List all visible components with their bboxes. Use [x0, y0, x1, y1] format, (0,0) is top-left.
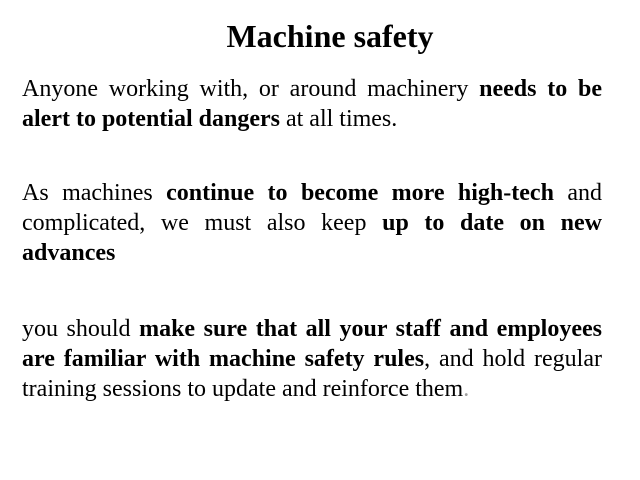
paragraph-training [22, 314, 602, 404]
text-segment: , and hold regular training sessions to update and reinforce them [22, 346, 602, 402]
text-segment: and complicated, we must also keep [22, 180, 602, 236]
text-segment: As machines [22, 180, 167, 206]
emphasis-segment: make sure that all your staff and employees are familiar with machine safety rules [22, 316, 602, 372]
trailing-period: . [463, 376, 470, 402]
text-segment: at all times. [279, 106, 398, 132]
emphasis-segment: up to date on new advances [22, 210, 603, 266]
emphasis-segment: continue to become more high-tech [166, 180, 554, 206]
text-segment: you should [22, 316, 140, 342]
slide-title: Machine safety [226, 18, 434, 54]
paragraph-alertness [22, 74, 602, 134]
paragraph-high-tech [22, 178, 602, 268]
emphasis-segment: needs to be alert to potential dangers [22, 76, 602, 132]
text-segment: Anyone working with, or around machinery [22, 76, 480, 102]
